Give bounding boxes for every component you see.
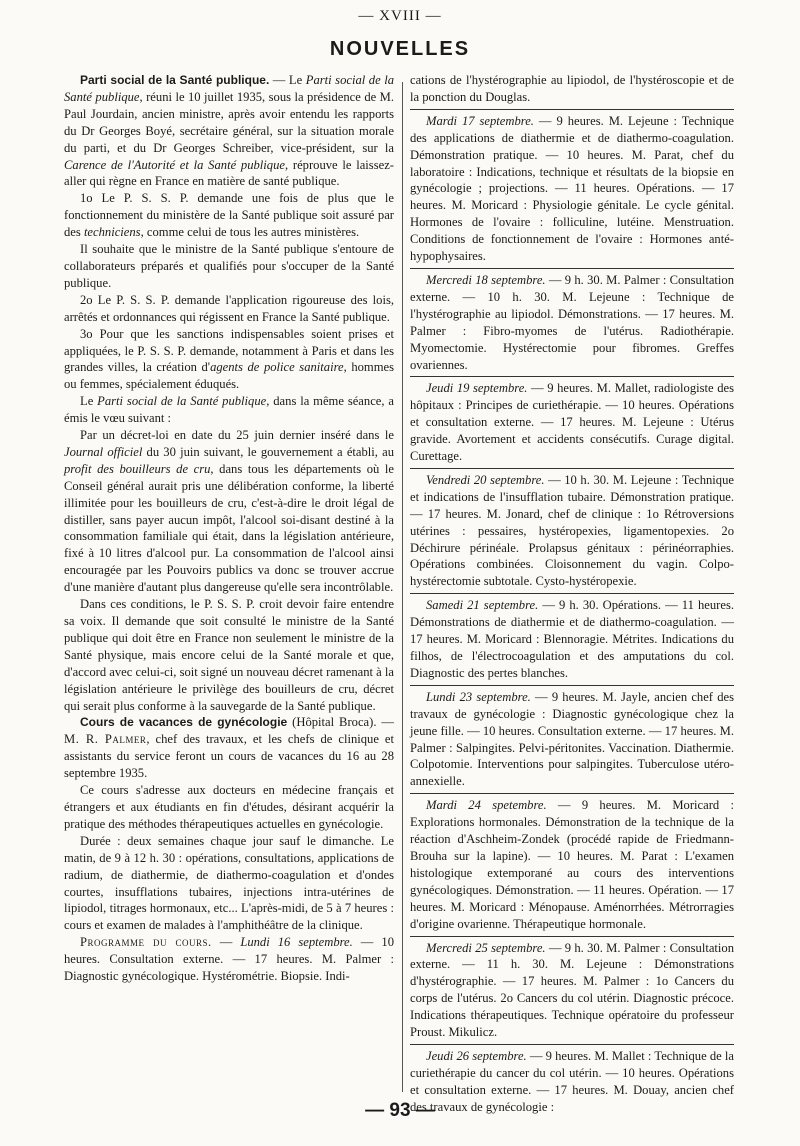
page-number: — 93 — <box>365 1100 435 1121</box>
party-name-italic: Parti social de la Santé publique <box>97 394 267 409</box>
program-day-entry <box>410 272 734 377</box>
person-name: M. R. Palmer <box>64 732 147 747</box>
day-text: — 9 heures. M. Lejeune : Technique des applications de diathermie et de diathermo-coagulation. Démonstration pratique. — 10 heures. M. Parat, chef du laboratoire : Indications, technique et résultats de la biopsie en gynécologie ; projections. — 11 heures. Opérations. — 17 heures. M. Moricard : Physiologie génitale. Le cycle génital. Hormones de l'ovaire : folliculine, lutéine. Menstruation. Conditions de fonctionnement de l'ovaire : Hormones anté-hypophysaires. <box>410 113 734 264</box>
day-label: Jeudi 26 septembre. <box>426 1048 527 1063</box>
day-label: Vendredi 20 septembre. <box>426 472 545 487</box>
day-text: — 9 heures. M. Jayle, ancien chef des travaux de gynécologie : Diagnostic gynécologique chez la jeune fille. — 10 heures. Consultation externe. — 17 heures. M. Palmer : Salpingites. Pelvi-péritonites. Vaccination. Diathermie. Colpotomie. Interventions pour salpingites. Tuberculose utéro-annexielle. <box>410 689 734 789</box>
day-text: — 9 h. 30. M. Palmer : Consultation externe. — 10 h. 30. M. Lejeune : Technique de l'hystérographie au lipiodol. Démonstrations. — 17 heures. M. Palmer : Fibro-myomes de l'utérus. Radiothérapie. Myomectomie. Hystérectomie pour fibromes. Greffes ovariennes. <box>410 272 734 372</box>
party-text: , réuni le 10 juillet 1935, sous la présidence de M. Paul Jourdain, ancien ministre, après avoir entendu les rapports du Dr Georges Boyé, secrétaire général, sur la situation morale du parti, et du Dr Georges Schreiber, vice-président, sur la <box>64 89 394 155</box>
day-label: Mardi 24 spetembre. <box>426 798 547 813</box>
party-text: — Le <box>269 73 306 87</box>
program-text: — 10 heures. Consultation externe. — 17 heures. M. Palmer : Diagnostic gynécologique. Hystérométrie. Biopsie. Indi- <box>64 935 395 984</box>
day-label: Mardi 17 septembre. <box>426 113 534 128</box>
italic-term: techniciens <box>83 225 141 240</box>
left-column <box>64 72 394 985</box>
course-text: (Hôpital Broca). — <box>287 715 394 730</box>
day-label: Samedi 21 septembre. <box>426 598 539 613</box>
program-day-entry <box>410 689 734 794</box>
day-label: Mercredi 25 septembre. <box>426 940 546 955</box>
program-day-entry <box>410 597 734 686</box>
party-paragraph-6 <box>64 393 394 427</box>
party-paragraph-4: 2o Le P. S. S. P. demande l'application rigoureuse des lois, arrêtés et ordonnances qui régissent en France la Santé publique. <box>64 292 394 324</box>
party-heading: Parti social de la Santé publique. <box>80 73 270 87</box>
roman-folio: — XVIII — <box>358 8 442 24</box>
party-paragraph-2 <box>64 190 394 241</box>
report-title-italic: Carence de l'Autorité et la Santé publique <box>64 157 285 172</box>
party-paragraph-7 <box>64 427 394 596</box>
program-heading: Programme du cours. <box>80 935 212 950</box>
party-paragraph-8: Dans ces conditions, le P. S. S. P. croit devoir faire entendre sa voix. Il demande que soit consulté le ministre de la Santé publique qui doit être en France non seulement le ministre de la Santé physique, mais encore celui de la Santé morale et que, d'accord avec celui-ci, soit signé un nouveau décret ramenant à la législation antérieure le privilège des bouilleurs de cru, décret qui serait plus conforme à la sauvegarde de la Santé publique. <box>64 597 394 713</box>
day-text: — 9 heures. M. Mallet, radiologiste des hôpitaux : Principes de curiethérapie. — 10 heures. Opérations et consultation externe. — 17 heures. M. Lejeune : Utérus gravide. Avortement et accidents consécutifs. Curage digital. Curettage. <box>410 381 734 464</box>
program-paragraph: Programme du cours. — Lundi 16 septembre. — 10 heures. Consultation externe. — 17 heures. M. Palmer : Diagnostic gynécologique. Hystérométrie. Biopsie. Indi- <box>64 935 395 984</box>
party-name-italic: Parti social de la Santé publique <box>64 73 394 104</box>
party-paragraph-1 <box>64 72 394 190</box>
section-title: NOUVELLES <box>329 38 471 60</box>
day-text: — 9 heures. M. Mallet : Technique de la curiethérapie du cancer du col utérin. — 10 heures. Opérations et consultation externe. — 17 heures. M. Douay, ancien chef des travaux de gynécologie : <box>410 1048 734 1114</box>
program-day-entry <box>410 940 734 1045</box>
course-heading: Cours de vacances de gynécologie <box>80 715 288 730</box>
party-paragraph-5 <box>64 326 394 394</box>
italic-term: profit des bouilleurs de cru <box>64 461 211 476</box>
party-text: , dans tous les départements où le Conseil général aurait pris une délibération conforme, la liberté illimitée pour les bouilleurs de cru, c'est-à-dire le droit légal de distiller, sans payer aucun impôt, l'alcool soi-disant destiné à la consommation familiale qui était, dans la législation antérieure, fixé à 10 litres d'alcool pur. La consommation de l'alcool ainsi encouragée par les Pouvoirs publics va donc se trouver accrue d'une manière d'autant plus dangereuse qu'elle sera incontrôlable. <box>64 461 394 595</box>
day-text: — 9 h. 30. M. Palmer : Consultation externe. — 11 h. 30. M. Lejeune : Démonstrations d'hystérographie. — 17 heures. M. Palmer : 1o Cancers du corps de l'utérus. 2o Cancers du col utérin. Diagnostic précoce. Indications thérapeutiques. Technique opératoire du professeur Proust. Mikulicz. <box>410 940 734 1040</box>
italic-term: Journal officiel <box>64 444 143 459</box>
party-text: Le <box>80 394 98 409</box>
party-text: 1o Le P. S. S. P. demande une fois de plus que le fonctionnement du ministère de la Santé publique soit assuré par des <box>64 191 394 240</box>
day-text: — 9 h. 30. Opérations. — 11 heures. Démonstrations de diathermie et de diathermo-coagulation. — 17 heures. M. Moricard : Blennoragie. Métrites. Indications du filhos, de l'électrocoagulation et des amputations du col. Diagnostic des pertes blanches. <box>410 598 734 680</box>
party-text: du 30 juin suivant, le gouvernement a établi, au <box>142 444 395 459</box>
party-text: , hommes ou femmes, spécialement éduqués. <box>64 360 394 392</box>
course-paragraph-1 <box>64 714 394 782</box>
day-label: Lundi 23 septembre. <box>426 689 531 704</box>
program-day-entry <box>410 113 734 269</box>
party-text: , comme celui de tous les autres ministères. <box>140 225 360 240</box>
party-text: , réprouve le laissez-aller qui règne en France en matière de santé publique. <box>64 157 394 189</box>
day-text: — 10 h. 30. M. Lejeune : Technique et indications de l'insufflation tubaire. Démonstration pratique. — 17 heures. M. Jonard, chef de clinique : 1o Rétroversions utérines : pessaires, hystéropexies, ligamentopexies. 2o Déchirure périnéale. Prolapsus génitaux : périnéorraphies. Opérations combinées. Cloisonnement du vagin. Colpo-hystérectomie subtotale. Cysto-hystéropexie. <box>410 472 734 589</box>
program-day-entry <box>410 380 734 469</box>
right-column <box>410 72 734 1122</box>
party-text: 3o Pour que les sanctions indispensables soient prises et appliquées, le P. S. S. P. demande, notamment à Paris et dans les grandes villes, la création d' <box>64 326 394 375</box>
course-paragraph-3: Durée : deux semaines chaque jour sauf le dimanche. Le matin, de 9 à 12 h. 30 : opérations, consultations, applications de radium, de diathermie, de diathermo-coagulation et d'ondes courtes, insufflations tubaires, injections intra-utérines de lipiodol, titrages hormonaux, etc... L'après-midi, de 5 à 7 heures : cours et examen de malades à l'amphithéâtre de la clinique. <box>64 833 394 933</box>
italic-term: agents de police sanitaire <box>210 360 344 375</box>
course-text: , chef des travaux, et les chefs de clinique et assistants du service feront un cours de vacances du 16 au 28 septembre 1935. <box>64 732 395 781</box>
party-text: , dans la même séance, a émis le vœu suivant : <box>64 394 394 426</box>
day-label: Jeudi 19 septembre. <box>426 381 528 396</box>
day-text: — 9 heures. M. Moricard : Explorations hormonales. Démonstration de la technique de la réaction d'Aschheim-Zondek (procédé rapide de Friedmann-Brouha sur la lapine). — 10 heures. M. Parat : L'examen histologique extemporané au cours des interventions gynécologiques. Démonstration. — 11 heures. Opération. — 17 heures. M. Moricard : Ménopause. Aménorrhées. Métrorragies d'origine ovarienne. Thérapeutique hormonale. <box>410 798 734 931</box>
program-day-entry <box>410 472 734 594</box>
program-day-entry <box>410 797 734 936</box>
column-divider <box>402 82 403 1092</box>
program-continuation: cations de l'hystérographie au lipiodol, de l'hystéroscopie et de la ponction du Douglas. <box>410 72 734 110</box>
course-paragraph-2: Ce cours s'adresse aux docteurs en médecine français et étrangers et aux étudiants en fin d'études, désirant acquérir la pratique des méthodes thérapeutiques actuelles en gynécologie. <box>64 783 394 831</box>
party-text: Par un décret-loi en date du 25 juin dernier inséré dans le <box>80 428 394 443</box>
day-label: Lundi 16 septembre. <box>240 935 353 950</box>
party-paragraph-3: Il souhaite que le ministre de la Santé publique s'entoure de collaborateurs préparés et qualifiés pour s'occuper de la Santé publique. <box>64 242 394 290</box>
day-label: Mercredi 18 septembre. <box>426 272 546 287</box>
